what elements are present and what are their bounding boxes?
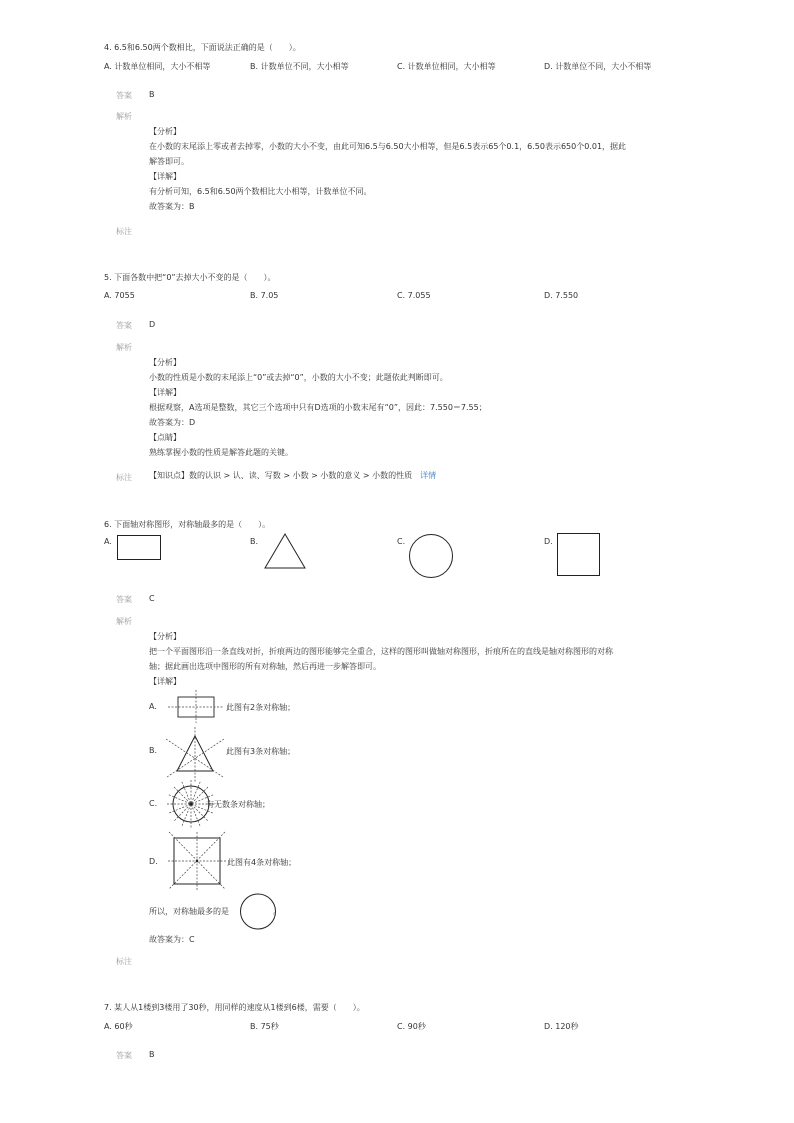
q5-answer-label: 答案 [116,321,132,330]
q7-option-c[interactable]: C. 90秒 [397,1022,426,1031]
q4-note-label: 标注 [116,227,132,236]
q7-option-d[interactable]: D. 120秒 [544,1022,579,1031]
q5-option-a[interactable]: A. 7055 [104,291,135,300]
q6-detail-c-letter: C. [149,799,158,808]
q5-answer-value: D [149,320,156,329]
q5-analysis-body [149,355,487,460]
q6-detail-a-rectangle-axes-figure [168,690,228,724]
q6-detail-a-text: 此图有2条对称轴； [226,703,296,712]
q6-answer-value: C [149,594,155,603]
q6-option-b[interactable]: B. [250,537,259,546]
q4-option-d[interactable]: D. 计数单位不同，大小不相等 [544,62,652,71]
q6-final-answer: 故答案为：C [149,935,195,944]
q5-knowledge-point [149,468,436,483]
q5-option-c[interactable]: C. 7.055 [397,291,431,300]
q6-detail-d-text: 此图有4条对称轴； [227,858,297,867]
q4-analysis-line: 在小数的末尾添上零或者去掉零，小数的大小不变，由此可知6.5与6.50大小相等，但是6.5表示65个0.1，6.50表示650个0.01，据此 [149,142,627,151]
q4-answer-value: B [149,90,155,99]
q6-option-a[interactable]: A. [104,537,112,546]
q5-analysis-line: 故答案为：D [149,418,196,427]
question-4-title: 4. 6.5和6.50两个数相比，下面说法正确的是（ ）。 [104,43,301,52]
q7-answer-label: 答案 [116,1051,132,1060]
q4-analysis-line: 故答案为：B [149,202,195,211]
q6-detail-b-text: 此图有3条对称轴； [226,747,296,756]
q6-detail-b-letter: B. [149,746,158,755]
q6-detail-d-letter: D. [149,857,158,866]
q5-analysis-line: 【点睛】 [149,433,181,442]
question-5-title: 5. 下面各数中把“0”去掉大小不变的是（ ）。 [104,273,276,282]
q4-analysis-label: 解析 [116,112,132,121]
q4-analysis-line: 解答即可。 [149,157,189,166]
q4-analysis-line: 【分析】 [149,127,181,136]
q6-option-c-circle-figure [408,533,454,579]
q6-analysis-line: 把一个平面图形沿一条直线对折，折痕两边的图形能够完全重合，这样的图形叫做轴对称图形，折痕所在的直线是轴对称图形的对称 [149,647,613,656]
q6-conclusion-prefix: 所以，对称轴最多的是 [149,907,229,916]
q5-note-label: 标注 [116,473,132,482]
q6-detail-d-square-axes-figure [166,831,228,891]
q7-option-a[interactable]: A. 60秒 [104,1022,133,1031]
q4-option-a[interactable]: A. 计数单位相同，大小不相等 [104,62,211,71]
q4-analysis-line: 【详解】 [149,172,181,181]
q4-option-c[interactable]: C. 计数单位相同，大小相等 [397,62,496,71]
q5-analysis-line: 小数的性质是小数的末尾添上“0”或去掉“0”，小数的大小不变；此题依此判断即可。 [149,373,448,382]
q4-analysis-line: 有分析可知，6.5和6.50两个数相比大小相等，计数单位不同。 [149,187,372,196]
q7-option-b[interactable]: B. 75秒 [250,1022,279,1031]
q6-option-c[interactable]: C. [397,537,406,546]
q6-option-d[interactable]: D. [544,537,553,546]
q5-option-b[interactable]: B. 7.05 [250,291,279,300]
q5-analysis-label: 解析 [116,343,132,352]
question-7-title: 7. 某人从1楼到3楼用了30秒，用同样的速度从1楼到6楼，需要（ ）。 [104,1003,365,1012]
q5-analysis-line: 熟练掌握小数的性质是解答此题的关键。 [149,448,293,457]
q6-detail-c-text: 有无数条对称轴； [206,800,270,809]
q5-analysis-line: 【分析】 [149,358,181,367]
q6-analysis-body [149,629,613,689]
q6-answer-label: 答案 [116,595,132,604]
q5-analysis-line: 根据观察，A选项是整数，其它三个选项中只有D选项的小数末尾有“0”，因此：7.550＝7.55； [149,403,487,412]
q7-answer-value: B [149,1050,155,1059]
q5-option-d[interactable]: D. 7.550 [544,291,579,300]
q4-option-b[interactable]: B. 计数单位不同，大小相等 [250,62,349,71]
q5-analysis-line: 【详解】 [149,388,181,397]
q6-analysis-line: 轴；据此画出选项中图形的所有对称轴，然后再进一步解答即可。 [149,662,381,671]
q6-analysis-label: 解析 [116,617,132,626]
q6-option-b-triangle-figure [263,533,307,570]
q6-option-a-rectangle-figure [117,535,162,562]
q6-conclusion-suffix: 。 [273,907,281,916]
q6-analysis-line: 【详解】 [149,677,181,686]
q6-detail-a-letter: A. [149,702,157,711]
q6-analysis-line: 【分析】 [149,632,181,641]
question-6-title: 6. 下面轴对称图形，对称轴最多的是（ ）。 [104,520,271,529]
q6-option-d-square-figure [556,533,602,577]
q6-detail-b-triangle-axes-figure [163,727,227,783]
q5-knowledge-text: 【知识点】数的认识 > 认、读、写数 > 小数 > 小数的意义 > 小数的性质 [149,471,413,480]
q4-answer-label: 答案 [116,91,132,100]
q5-detail-link[interactable]: 详情 [420,471,437,480]
q6-note-label: 标注 [116,957,132,966]
q4-analysis-body [149,124,626,214]
